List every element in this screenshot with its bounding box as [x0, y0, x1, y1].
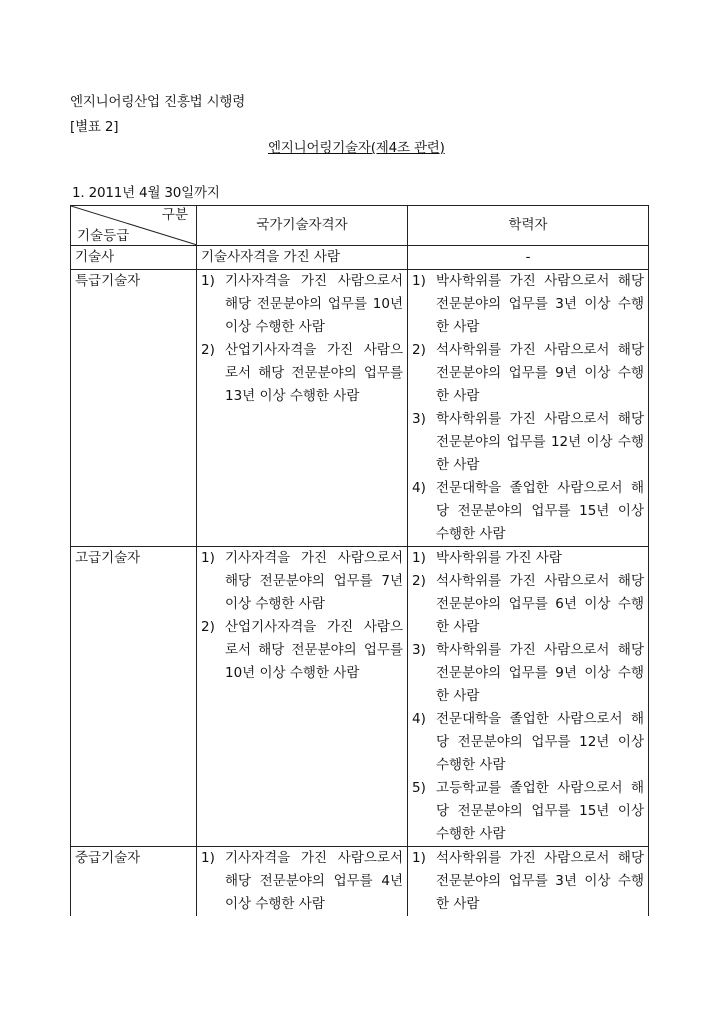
table-row: [71, 246, 649, 270]
grade-cell: 특급기술자: [71, 270, 197, 547]
requirement-number: 2): [412, 573, 426, 589]
requirement-number: 2): [201, 619, 215, 635]
requirement-number: 4): [412, 711, 426, 727]
national-requirement-cell: [197, 270, 408, 547]
requirement-item: [201, 847, 403, 916]
academic-requirement-cell: [408, 270, 649, 547]
section-heading: 1. 2011년 4월 30일까지: [72, 185, 220, 201]
requirement-text: 고등학교를 졸업한 사람으로서 해당 전문분야의 업무를 15년 이상 수행한 사람: [436, 780, 644, 842]
requirement-item: [412, 547, 644, 570]
requirement-item: [412, 708, 644, 777]
requirement-text: 산업기사자격을 가진 사람으로서 해당 전문분야의 업무를 13년 이상 수행한 사람: [225, 342, 403, 404]
requirement-item: [412, 570, 644, 639]
grade-cell: 고급기술자: [71, 547, 197, 847]
table-header-row: [71, 206, 649, 246]
requirement-text: -: [525, 249, 531, 265]
requirement-text: 전문대학을 졸업한 사람으로서 해당 전문분야의 업무를 15년 이상 수행한 사람: [436, 480, 644, 542]
requirement-number: 5): [412, 780, 426, 796]
table-row: [71, 547, 649, 847]
column-header-national: 국가기술자격자: [197, 206, 408, 246]
requirement-text: 석사학위를 가진 사람으로서 해당 전문분야의 업무를 6년 이상 수행한 사람: [436, 573, 644, 635]
requirement-text: 박사학위를 가진 사람: [436, 550, 562, 566]
requirement-text: 기사자격을 가진 사람으로서 해당 전문분야의 업무를 4년 이상 수행한 사람: [225, 850, 403, 912]
table-row: [71, 847, 649, 917]
requirement-number: 1): [412, 550, 426, 566]
requirement-number: 2): [412, 342, 426, 358]
requirement-number: 3): [412, 642, 426, 658]
requirement-item: [412, 339, 644, 408]
requirement-item: [412, 777, 644, 846]
requirement-text: 기사자격을 가진 사람으로서 해당 전문분야의 업무를 10년 이상 수행한 사람: [225, 273, 403, 335]
requirement-item: [412, 639, 644, 708]
requirement-item: [412, 408, 644, 477]
requirement-text: 박사학위를 가진 사람으로서 해당 전문분야의 업무를 3년 이상 수행한 사람: [436, 273, 644, 335]
requirement-number: 1): [201, 850, 215, 866]
requirement-number: 1): [412, 273, 426, 289]
requirement-item: [412, 847, 644, 916]
national-requirement-cell: [197, 246, 408, 270]
requirement-item: [201, 547, 403, 616]
requirement-text: 산업기사자격을 가진 사람으로서 해당 전문분야의 업무를 10년 이상 수행한 사람: [225, 619, 403, 681]
requirement-text: 석사학위를 가진 사람으로서 해당 전문분야의 업무를 9년 이상 수행한 사람: [436, 342, 644, 404]
corner-label-category: 구분: [161, 207, 188, 223]
national-requirement-cell: [197, 547, 408, 847]
requirement-number: 2): [201, 342, 215, 358]
requirement-text: 석사학위를 가진 사람으로서 해당 전문분야의 업무를 3년 이상 수행한 사람: [436, 850, 644, 912]
requirement-number: 3): [412, 411, 426, 427]
requirement-item: [412, 270, 644, 339]
requirement-text: 전문대학을 졸업한 사람으로서 해당 전문분야의 업무를 12년 이상 수행한 사람: [436, 711, 644, 773]
requirement-text: 기사자격을 가진 사람으로서 해당 전문분야의 업무를 7년 이상 수행한 사람: [225, 550, 403, 612]
requirement-number: 1): [201, 550, 215, 566]
requirement-text: 기술사자격을 가진 사람: [201, 249, 340, 265]
document-subtitle: 엔지니어링기술자(제4조 관련): [268, 140, 445, 156]
academic-requirement-cell: [408, 246, 649, 270]
academic-requirement-cell: [408, 847, 649, 917]
requirement-number: 1): [412, 850, 426, 866]
law-title: 엔지니어링산업 진흥법 시행령: [70, 94, 246, 110]
requirement-text: 학사학위를 가진 사람으로서 해당 전문분야의 업무를 9년 이상 수행한 사람: [436, 642, 644, 704]
corner-header-cell: [71, 206, 197, 246]
requirement-item: [201, 339, 403, 408]
requirement-text: 학사학위를 가진 사람으로서 해당 전문분야의 업무를 12년 이상 수행한 사람: [436, 411, 644, 473]
corner-label-grade: 기술등급: [77, 228, 130, 244]
grade-cell: 중급기술자: [71, 847, 197, 917]
requirement-number: 4): [412, 480, 426, 496]
requirement-item: [412, 477, 644, 546]
requirement-item: [201, 270, 403, 339]
national-requirement-cell: [197, 847, 408, 917]
requirement-item: [201, 616, 403, 685]
table-row: [71, 270, 649, 547]
annex-label: [별표 2]: [70, 119, 119, 135]
requirement-number: 1): [201, 273, 215, 289]
column-header-academic: 학력자: [408, 206, 649, 246]
academic-requirement-cell: [408, 547, 649, 847]
engineer-grade-table: [70, 205, 649, 916]
table-body: [71, 246, 649, 917]
grade-cell: 기술사: [71, 246, 197, 270]
